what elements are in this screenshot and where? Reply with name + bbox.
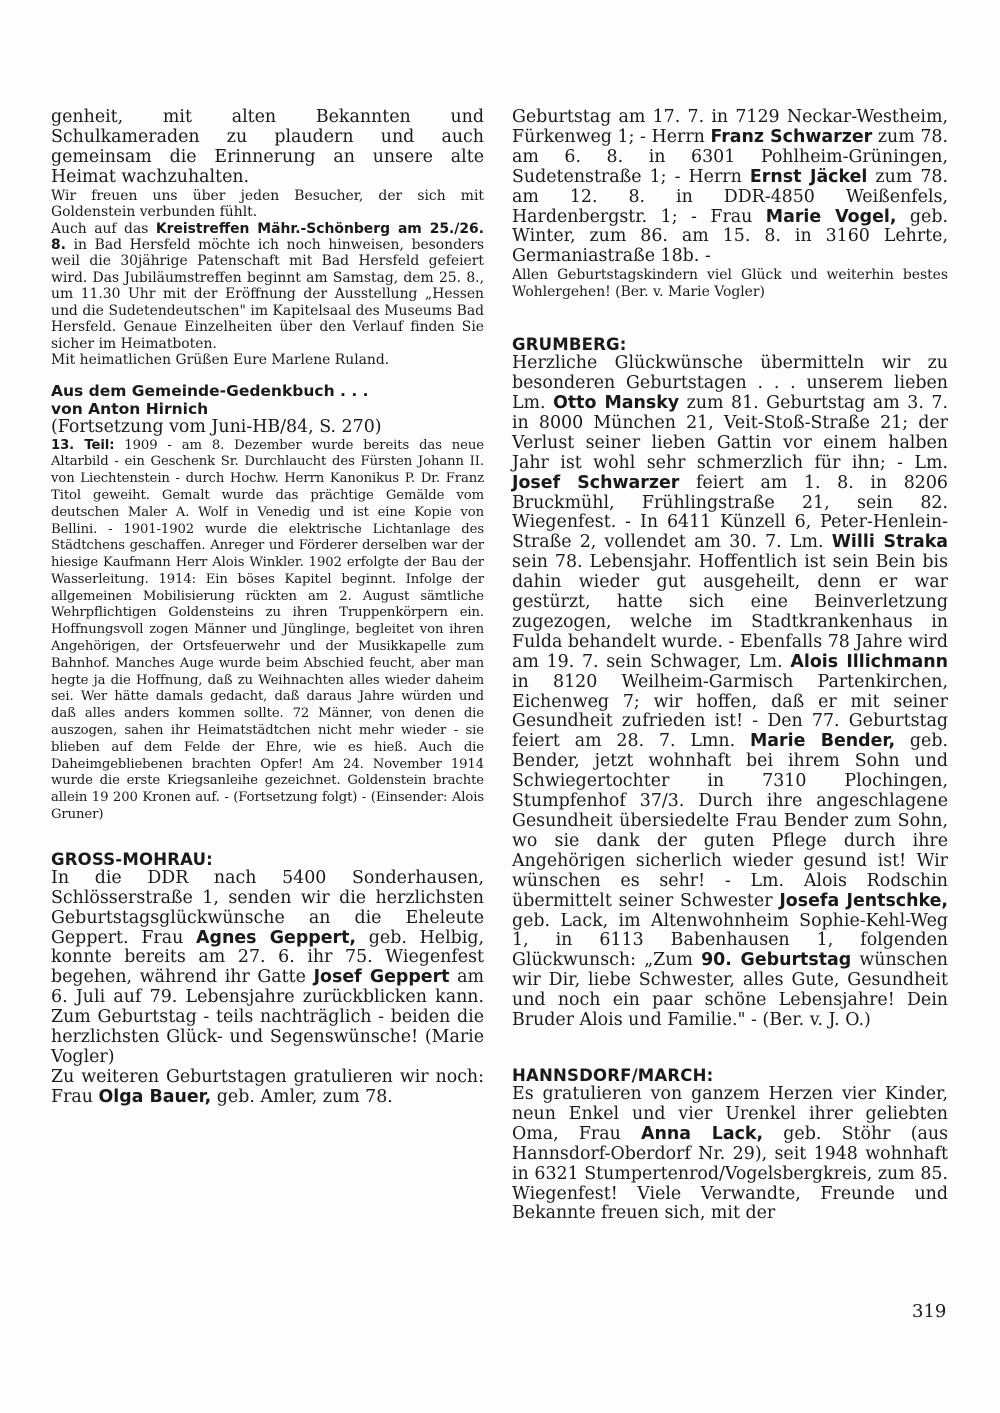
birthdays-continued: Geburtstag am 17. 7. in 7129 Neckar-Westheim, Fürkenweg 1; - Herrn Franz Schwarzer zum 78. am 6. 8. in 6301 Pohlheim-Grüningen, Sudetenstraße 1; - Herrn Ernst Jäckel zum 78. am 12. 8. in DDR-4850 Weißenfels, Hardenbergstr. 1; - Frau Marie Vogel, geb. Winter, zum 86. am 15. 8. in 3160 Lehrte, Germaniastraße 18b. - — [512, 107, 948, 267]
greeting-paragraph: Mit heimatlichen Grüßen Eure Marlene Ruland. — [51, 352, 390, 369]
hannsdorf-body: Es gratulieren von ganzem Herzen vier Kinder, neun Enkel und vier Urenkel ihrer geliebten Oma, Frau Anna Lack, geb. Stöhr (aus Hannsdorf-Oberdorf Nr. 29), seit 1948 wohnhaft in 6321 Stumpertenrod/Vogelsbergkreis, zum 85. Wiegenfest! Viele Verwandte, Freunde und Bekannte freuen sich, mit der — [512, 1083, 948, 1224]
hannsdorf-heading: HANNSDORF/MARCH: — [512, 1065, 714, 1085]
grumberg-body: Herzliche Glückwünsche übermitteln wir zu besonderen Geburtstagen . . . unserem lieben Lm. Otto Mansky zum 81. Geburtstag am 3. 7. in 8000 München 21, Veit-Stoß-Straße 21; der Verlust seiner lieben Gattin vor einem halben Jahr ist wohl sehr schmerzlich für ihn; - Lm. Josef Schwarzer feiert am 1. 8. in 8206 Bruckmühl, Frühlingstraße 21, sein 82. Wiegenfest. - In 6411 Künzell 6, Peter-Henlein-Straße 2, vollendet am 30. 7. Lm. Willi Straka sein 78. Lebensjahr. Hoffentlich ist sein Bein bis dahin wieder gut ausgeheilt, denn er war gestürzt, hatte sich eine Beinverletzung zugezogen, welche im Stadtkrankenhaus in Fulda behandelt wurde. - Ebenfalls 78 Jahre wird am 19. 7. sein Schwager, Lm. Alois Illichmann in 8120 Weilheim-Garmisch Partenkirchen, Eichenweg 7; wir hoffen, daß er mit seiner Gesundheit zufrieden ist! - Den 77. Geburtstag feiert am 28. 7. Lmn. Marie Bender, geb. Bender, jetzt wohnhaft bei ihrem Sohn und Schwiegertochter in 7310 Plochingen, Stumpfenhof 37/3. Durch ihre angeschlagene Gesundheit übersiedelte Frau Bender zum Sohn, wo sie dank der guten Pflege durch ihre Angehörigen sicherlich wieder gesund ist! Wir wünschen es sehr! - Lm. Alois Rodschin übermittelt seiner Schwester Josefa Jentschke, geb. Lack, im Altenwohnheim Sophie-Kehl-Weg 1, in 6113 Babenhausen 1, folgenden Glückwunsch: „Zum 90. Geburtstag wünschen wir Dir, liebe Schwester, alles Gute, Gesundheit und noch ein paar schöne Lebensjahre! Dein Bruder Alois und Familie." - (Ber. v. J. O.) — [512, 353, 949, 1031]
intro-paragraph: genheit, mit alten Bekannten und Schulkameraden zu plaudern und auch gemeinsam die Erinnerung an unsere alte Heimat wachzuhalten. — [51, 107, 484, 187]
left-column — [51, 108, 484, 1108]
gedenkbuch-title: Aus dem Gemeinde-Gedenkbuch . . . — [51, 381, 369, 400]
right-column — [512, 108, 948, 1224]
page-number: 319 — [912, 1301, 947, 1322]
visitor-paragraph: Wir freuen uns über jeden Besucher, der sich mit Goldenstein verbunden fühlt. — [51, 187, 484, 221]
gedenkbuch-continuation: (Fortsetzung vom Juni-HB/84, S. 270) — [51, 416, 382, 437]
gross-mohrau-body: In die DDR nach 5400 Sonderhausen, Schlösserstraße 1, senden wir die herzlichsten Geburtstagsglückwünsche an die Eheleute Geppert. Frau Agnes Geppert, geb. Helbig, konnte bereits am 27. 6. ihr 75. Wiegenfest begehen, während ihr Gatte Josef Geppert am 6. Juli auf 79. Lebensjahre zurückblicken kann. Zum Geburtstag - teils nachträglich - beiden die herzlichsten Glück- und Segenswünsche! (Marie Vogler) — [51, 867, 485, 1067]
grumberg-heading: GRUMBERG: — [512, 335, 627, 355]
gross-mohrau-heading: GROSS-MOHRAU: — [51, 849, 213, 869]
gedenkbuch-body: 13. Teil: 1909 - am 8. Dezember wurde bereits das neue Altarbild - ein Geschenk Sr. Durchlaucht des Fürsten Johann II. von Liechtenstein - durch Hochw. Herrn Kanonikus P. Dr. Franz Titol geweiht. Gemalt wurde das prächtige Gemälde vom deutschen Maler A. Wolf in Venedig und ist eine Kopie von Bellini. - 1901-1902 wurde die elektrische Lichtanlage des Städtchens geschaffen. Anreger und Förderer derselben war der hiesige Kaufmann Herr Alois Winkler. 1902 erfolgte der Bau der Wasserleitung. 1914: Ein böses Kapitel beginnt. Infolge der allgemeinen Mobilisierung rückten am 2. August sämtliche Wehrpflichtigen Goldensteins zu ihren Truppenkörpern ein. Hoffnungsvoll zogen Männer und Jünglinge, begleitet von ihren Angehörigen, der Ortsfeuerwehr und der Musikkapelle zum Bahnhof. Manches Auge wurde beim Abschied feucht, aber man hegte ja die Hoffnung, daß zu Weihnachten alles wieder daheim sei. Wer hätte damals gedacht, daß daraus Jahre würden und daß alles anders kommen sollte. 72 Männer, von denen die auszogen, sahen ihr Heimatstädtchen nicht mehr wieder - sie blieben auf dem Felde der Ehre, wie es hieß. Auch die Daheimgebliebenen brachten Opfer! Am 24. November 1914 wurde die erste Kriegsanleihe gezeichnet. Goldenstein brachte allein 19 200 Kronen auf. - (Fortsetzung folgt) - (Einsender: Alois Gruner) — [51, 437, 484, 823]
wishes-paragraph: Allen Geburtstagskindern viel Glück und weiterhin bestes Wohlergehen! (Ber. v. Marie Vogler) — [512, 267, 948, 300]
gross-mohrau-more: Zu weiteren Geburtstagen gratulieren wir noch: Frau Olga Bauer, geb. Amler, zum 78. — [51, 1066, 484, 1107]
kreistreffen-paragraph: Auch auf das Kreistreffen Mähr.-Schönberg am 25./26. 8. in Bad Hersfeld möchte ich noch hinweisen, besonders weil die 30jährige Patenschaft mit Bad Hersfeld gefeiert wird. Das Jubiläumstreffen beginnt am Samstag, dem 25. 8., um 11.30 Uhr mit der Eröffnung der Ausstellung „Hessen und die Sudetendeutschen" im Kapitelsaal des Museums Bad Hersfeld. Genaue Einzelheiten über den Verlauf finden Sie sicher im Heimatboten. — [51, 220, 484, 352]
gedenkbuch-author: von Anton Hirnich — [51, 399, 209, 418]
